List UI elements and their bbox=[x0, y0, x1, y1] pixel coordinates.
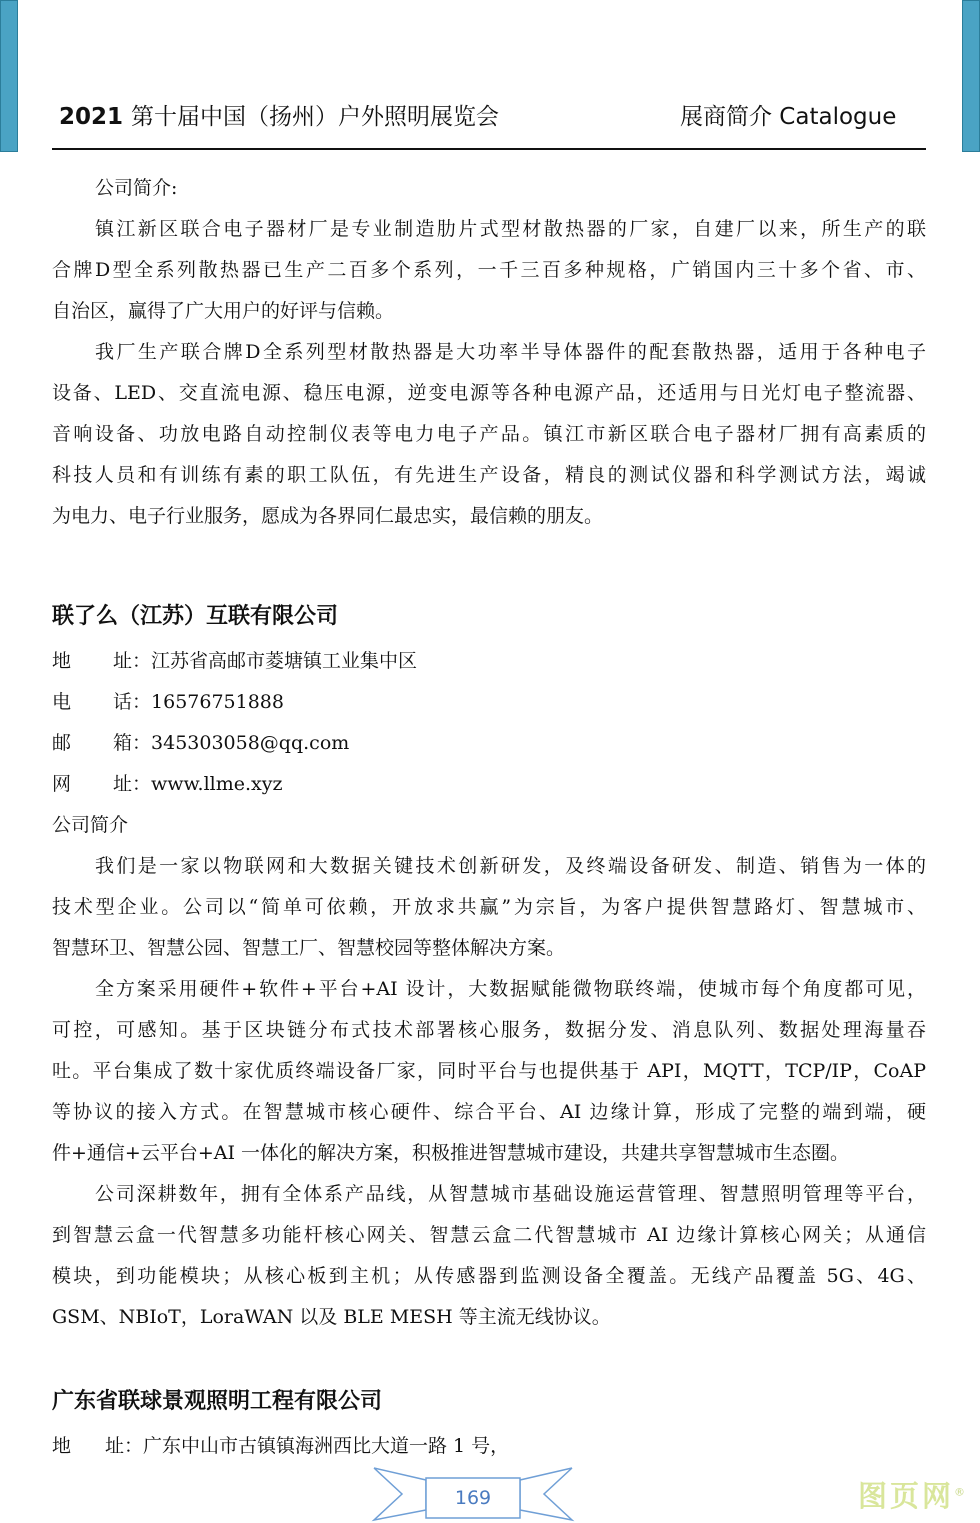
paragraph-line: 为电力、电子行业服务，愿成为各界同仁最忠实，最信赖的朋友。 bbox=[52, 505, 604, 527]
header-event-name: 第十届中国（扬州）户外照明展览会 bbox=[131, 104, 500, 130]
paragraph-line: 智慧环卫、智慧公园、智慧工厂、智慧校园等整体解决方案。 bbox=[52, 937, 566, 959]
paragraph-line: 吐。平台集成了数十家优质终端设备厂家，同时平台与也提供基于 API，MQTT，TCP/IP，CoAP bbox=[52, 1060, 926, 1082]
paragraph-line: 到智慧云盒一代智慧多功能杆核心网关、智慧云盒二代智慧城市 AI 边缘计算核心网关；从通信 bbox=[52, 1224, 926, 1246]
paragraph-line: 设备、LED、交直流电源、稳压电源，逆变电源等各种电源产品，还适用与日光灯电子整流器、 bbox=[52, 382, 926, 404]
right-edge-tab bbox=[962, 0, 980, 152]
field-colon: ： bbox=[132, 773, 152, 795]
field-colon: ： bbox=[132, 732, 152, 754]
header-section: 展商简介 Catalogue bbox=[680, 104, 897, 130]
field-colon: ： bbox=[132, 650, 152, 672]
field-label: 地 址 bbox=[52, 650, 132, 672]
field-colon: ： bbox=[124, 1435, 144, 1457]
company3-contact bbox=[52, 1426, 926, 1467]
company1-intro-label: 公司简介: bbox=[95, 177, 178, 199]
paragraph-line: 技术型企业。公司以“简单可依赖，开放求共赢”为宗旨，为客户提供智慧路灯、智慧城市、 bbox=[52, 896, 926, 918]
field-value: 16576751888 bbox=[151, 691, 284, 713]
left-edge-tab bbox=[0, 0, 18, 152]
paragraph-line: 全方案采用硬件+软件+平台+AI 设计，大数据赋能微物联终端，使城市每个角度都可见， bbox=[95, 978, 926, 1000]
company2-description bbox=[52, 846, 926, 1338]
paragraph-line: 音响设备、功放电路自动控制仪表等电力电子产品。镇江市新区联合电子器材厂拥有高素质的 bbox=[52, 423, 926, 445]
paragraph-line: 我厂生产联合牌D全系列型材散热器是大功率半导体器件的配套散热器，适用于各种电子 bbox=[95, 341, 926, 363]
field-label: 电 话 bbox=[52, 691, 132, 713]
field-value: 江苏省高邮市菱塘镇工业集中区 bbox=[151, 650, 418, 672]
paragraph-line: 我们是一家以物联网和大数据关键技术创新研发，及终端设备研发、制造、销售为一体的 bbox=[95, 855, 926, 877]
spacer bbox=[52, 537, 926, 593]
paragraph-line: 件+通信+云平台+AI 一体化的解决方案，积极推进智慧城市建设，共建共享智慧城市生态圈。 bbox=[52, 1142, 850, 1164]
contact-field bbox=[52, 641, 926, 682]
company3-name: 广东省联球景观照明工程有限公司 bbox=[52, 1389, 383, 1414]
company2-intro-label: 公司简介 bbox=[52, 814, 129, 836]
contact-field bbox=[52, 682, 926, 723]
contact-field bbox=[52, 764, 926, 805]
page-content bbox=[52, 168, 926, 1467]
company1-description bbox=[52, 209, 926, 537]
watermark-text: 图页网 bbox=[858, 1479, 955, 1513]
paragraph-line: 可控，可感知。基于区块链分布式技术部署核心服务，数据分发、消息队列、数据处理海量吞 bbox=[52, 1019, 926, 1041]
field-label: 地 址 bbox=[52, 1435, 124, 1457]
field-label: 网 址 bbox=[52, 773, 132, 795]
company2-name: 联了么（江苏）互联有限公司 bbox=[52, 604, 339, 629]
header-year: 2021 bbox=[59, 104, 124, 130]
registered-mark: ® bbox=[954, 1485, 969, 1499]
field-colon: ： bbox=[132, 691, 152, 713]
paragraph-line: 镇江新区联合电子器材厂是专业制造肋片式型材散热器的厂家，自建厂以来，所生产的联 bbox=[95, 218, 926, 240]
paragraph-line: 模块，到功能模块；从核心板到主机；从传感器到监测设备全覆盖。无线产品覆盖 5G、4G、 bbox=[52, 1265, 926, 1287]
paragraph-line: 合牌D型全系列散热器已生产二百多个系列，一千三百多种规格，广销国内三十多个省、市、 bbox=[52, 259, 926, 281]
spacer bbox=[52, 1338, 926, 1378]
field-value: 345303058@qq.com bbox=[151, 732, 350, 754]
paragraph-line: 科技人员和有训练有素的职工队伍，有先进生产设备，精良的测试仪器和科学测试方法，竭诚 bbox=[52, 464, 926, 486]
company2-contact bbox=[52, 641, 926, 805]
paragraph-line: 等协议的接入方式。在智慧城市核心硬件、综合平台、AI 边缘计算，形成了完整的端到端，硬 bbox=[52, 1101, 926, 1123]
watermark-logo bbox=[858, 1474, 968, 1515]
header-rule bbox=[52, 148, 926, 150]
paragraph-line: GSM、NBIoT，LoraWAN 以及 BLE MESH 等主流无线协议。 bbox=[52, 1306, 611, 1328]
contact-field bbox=[52, 1426, 926, 1467]
paragraph-line: 公司深耕数年，拥有全体系产品线，从智慧城市基础设施运营管理、智慧照明管理等平台， bbox=[95, 1183, 926, 1205]
header-title bbox=[59, 98, 499, 131]
field-label: 邮 箱 bbox=[52, 732, 132, 754]
paragraph-line: 自治区，赢得了广大用户的好评与信赖。 bbox=[52, 300, 395, 322]
contact-field bbox=[52, 723, 926, 764]
page-number: 169 bbox=[454, 1487, 492, 1509]
field-value: 广东中山市古镇镇海洲西比大道一路 1 号， bbox=[143, 1435, 510, 1457]
field-value: www.llme.xyz bbox=[151, 773, 283, 795]
